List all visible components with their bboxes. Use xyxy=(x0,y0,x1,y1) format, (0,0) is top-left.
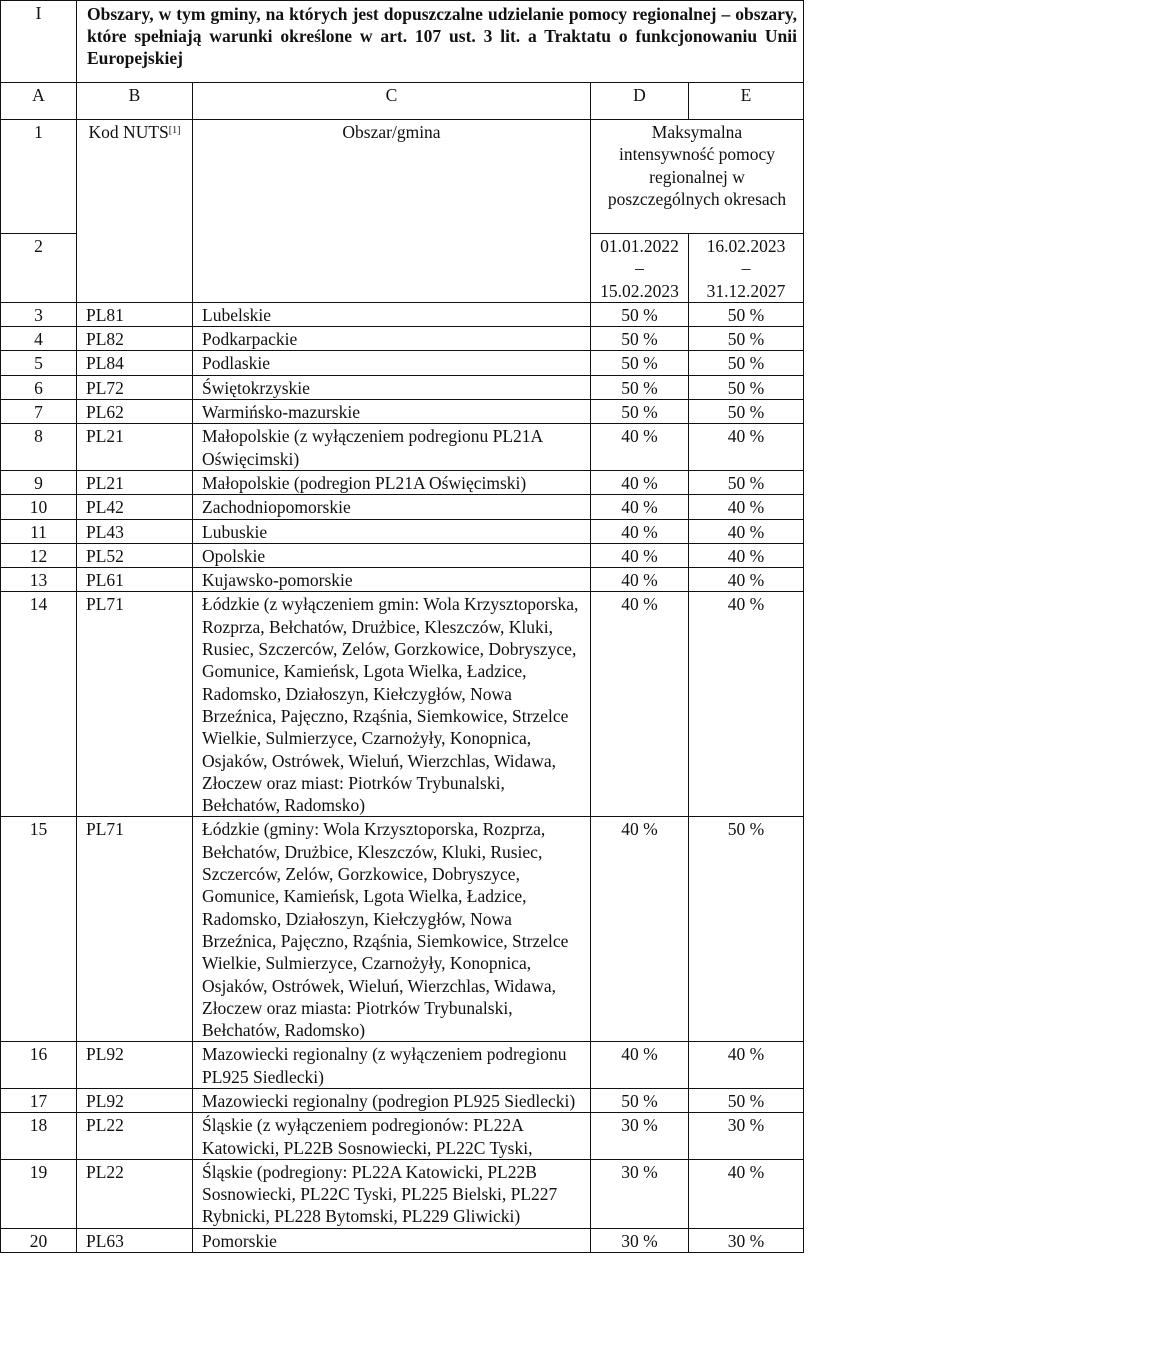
period-d-end: 15.02.2023 xyxy=(600,280,679,301)
row-number: 16 xyxy=(1,1042,77,1089)
header-row-number-1: 1 xyxy=(1,120,77,234)
nuts-code: PL63 xyxy=(77,1228,193,1252)
area-name: Podlaskie xyxy=(193,351,591,375)
area-name: Łódzkie (gminy: Wola Krzysztoporska, Rozprza, Bełchatów, Drużbice, Kleszczów, Kluki, Rusiec, Szczerców, Zelów, Gorzkowice, Dobryszyce, Gomunice, Kamieńsk, Lgota Wielka, Ładzice, Radomsko, Działoszyn, Kiełczygłów, Nowa Brzeźnica, Pajęczno, Rząśnia, Siemkowice, Strzelce Wielkie, Sulmierzyce, Czarnożyły, Konopnica, Osjaków, Ostrówek, Wieluń, Wierzchlas, Widawa, Złoczew oraz miasta: Piotrków Trybunalski, Bełchatów, Radomsko) xyxy=(193,817,591,1042)
row-number: 8 xyxy=(1,424,77,471)
intensity-period-d: 40 % xyxy=(591,424,689,471)
row-number: 11 xyxy=(1,519,77,543)
table-row xyxy=(1,817,804,1042)
section-title: Obszary, w tym gminy, na których jest dopuszczalne udzielanie pomocy regionalnej – obszary, które spełniają warunki określone w art. 107 ust. 3 lit. a Traktatu o funkcjonowaniu Unii Europejskiej xyxy=(77,1,804,83)
intensity-period-d: 30 % xyxy=(591,1159,689,1228)
period-d-start: 01.01.2022 xyxy=(600,236,679,256)
nuts-code: PL72 xyxy=(77,375,193,399)
intensity-period-d: 30 % xyxy=(591,1228,689,1252)
header-intensity: Maksymalna intensywność pomocy regionalnej w poszczególnych okresach xyxy=(591,120,804,234)
intensity-period-d: 50 % xyxy=(591,351,689,375)
intensity-period-e: 50 % xyxy=(689,302,804,326)
area-name: Małopolskie (podregion PL21A Oświęcimski) xyxy=(193,470,591,494)
intensity-period-e: 50 % xyxy=(689,470,804,494)
intensity-period-e: 40 % xyxy=(689,1159,804,1228)
intensity-period-d: 40 % xyxy=(591,470,689,494)
nuts-code: PL42 xyxy=(77,495,193,519)
intensity-period-e: 40 % xyxy=(689,519,804,543)
row-number: 14 xyxy=(1,592,77,817)
area-name: Świętokrzyskie xyxy=(193,375,591,399)
nuts-code: PL84 xyxy=(77,351,193,375)
area-name: Kujawsko-pomorskie xyxy=(193,568,591,592)
header-row-number-2: 2 xyxy=(1,234,77,303)
area-name: Mazowiecki regionalny (podregion PL925 Siedlecki) xyxy=(193,1088,591,1112)
row-number: 10 xyxy=(1,495,77,519)
column-letters-row xyxy=(1,83,804,120)
area-name: Zachodniopomorskie xyxy=(193,495,591,519)
nuts-code: PL62 xyxy=(77,400,193,424)
area-name: Warmińsko-mazurskie xyxy=(193,400,591,424)
footnote-ref: [1] xyxy=(168,125,181,136)
intensity-period-e: 50 % xyxy=(689,375,804,399)
table-row xyxy=(1,1159,804,1228)
row-number: 15 xyxy=(1,817,77,1042)
intensity-period-d: 40 % xyxy=(591,592,689,817)
intensity-period-d: 40 % xyxy=(591,568,689,592)
table-row xyxy=(1,375,804,399)
nuts-code: PL22 xyxy=(77,1159,193,1228)
period-d-dash: – xyxy=(635,258,644,279)
header-code xyxy=(77,120,193,303)
column-letter-e: E xyxy=(689,83,804,120)
nuts-code: PL71 xyxy=(77,592,193,817)
period-e-dash: – xyxy=(741,258,751,279)
section-title-row xyxy=(1,1,804,83)
header-area: Obszar/gmina xyxy=(193,120,591,303)
area-name: Pomorskie xyxy=(193,1228,591,1252)
intensity-period-d: 40 % xyxy=(591,543,689,567)
table-row xyxy=(1,519,804,543)
row-number: 3 xyxy=(1,302,77,326)
table-row xyxy=(1,424,804,471)
intensity-period-d: 50 % xyxy=(591,375,689,399)
table-row xyxy=(1,495,804,519)
nuts-code: PL21 xyxy=(77,424,193,471)
intensity-period-d: 40 % xyxy=(591,495,689,519)
table-row xyxy=(1,1113,804,1160)
table-row xyxy=(1,400,804,424)
area-name: Łódzkie (z wyłączeniem gmin: Wola Krzysztoporska, Rozprza, Bełchatów, Drużbice, Kleszczów, Kluki, Rusiec, Szczerców, Zelów, Gorzkowice, Dobryszyce, Gomunice, Kamieńsk, Lgota Wielka, Ładzice, Radomsko, Działoszyn, Kiełczygłów, Nowa Brzeźnica, Pajęczno, Rząśnia, Siemkowice, Strzelce Wielkie, Sulmierzyce, Czarnożyły, Konopnica, Osjaków, Ostrówek, Wieluń, Wierzchlas, Widawa, Złoczew oraz miast: Piotrków Trybunalski, Bełchatów, Radomsko) xyxy=(193,592,591,817)
area-name: Podkarpackie xyxy=(193,327,591,351)
intensity-period-d: 50 % xyxy=(591,327,689,351)
intensity-period-d: 30 % xyxy=(591,1113,689,1160)
intensity-period-e: 50 % xyxy=(689,351,804,375)
intensity-period-e: 50 % xyxy=(689,817,804,1042)
intensity-period-e: 40 % xyxy=(689,543,804,567)
period-e-start: 16.02.2023 xyxy=(706,236,786,256)
intensity-period-e: 40 % xyxy=(689,592,804,817)
header-row-1 xyxy=(1,120,804,234)
area-name: Śląskie (podregiony: PL22A Katowicki, PL22B Sosnowiecki, PL22C Tyski, PL225 Bielski, PL227 Rybnicki, PL228 Bytomski, PL229 Gliwicki) xyxy=(193,1159,591,1228)
intensity-period-d: 50 % xyxy=(591,400,689,424)
nuts-code: PL22 xyxy=(77,1113,193,1160)
row-number: 18 xyxy=(1,1113,77,1160)
period-e-end: 31.12.2027 xyxy=(706,280,786,301)
intensity-period-e: 50 % xyxy=(689,327,804,351)
nuts-code: PL61 xyxy=(77,568,193,592)
area-name: Lubuskie xyxy=(193,519,591,543)
nuts-code: PL21 xyxy=(77,470,193,494)
intensity-period-e: 30 % xyxy=(689,1113,804,1160)
row-number: 17 xyxy=(1,1088,77,1112)
table-row xyxy=(1,351,804,375)
column-letter-a: A xyxy=(1,83,77,120)
column-letter-d: D xyxy=(591,83,689,120)
table-row xyxy=(1,1228,804,1252)
row-number: 13 xyxy=(1,568,77,592)
nuts-code: PL71 xyxy=(77,817,193,1042)
nuts-code: PL43 xyxy=(77,519,193,543)
table-row xyxy=(1,568,804,592)
area-name: Małopolskie (z wyłączeniem podregionu PL21A Oświęcimski) xyxy=(193,424,591,471)
row-number: 6 xyxy=(1,375,77,399)
row-number: 4 xyxy=(1,327,77,351)
table-row xyxy=(1,470,804,494)
nuts-code: PL92 xyxy=(77,1088,193,1112)
intensity-period-e: 40 % xyxy=(689,568,804,592)
area-name: Mazowiecki regionalny (z wyłączeniem podregionu PL925 Siedlecki) xyxy=(193,1042,591,1089)
row-number: 7 xyxy=(1,400,77,424)
intensity-period-e: 50 % xyxy=(689,400,804,424)
area-name: Śląskie (z wyłączeniem podregionów: PL22A Katowicki, PL22B Sosnowiecki, PL22C Tyski, xyxy=(193,1113,591,1160)
header-code-label: Kod NUTS xyxy=(88,122,169,142)
row-number: 20 xyxy=(1,1228,77,1252)
intensity-period-d: 50 % xyxy=(591,302,689,326)
intensity-period-e: 30 % xyxy=(689,1228,804,1252)
column-letter-c: C xyxy=(193,83,591,120)
row-number: 12 xyxy=(1,543,77,567)
row-number: 9 xyxy=(1,470,77,494)
intensity-period-e: 40 % xyxy=(689,424,804,471)
table-row xyxy=(1,1042,804,1089)
row-number: 19 xyxy=(1,1159,77,1228)
table-row xyxy=(1,302,804,326)
table-row xyxy=(1,543,804,567)
nuts-code: PL92 xyxy=(77,1042,193,1089)
table-row xyxy=(1,327,804,351)
column-letter-b: B xyxy=(77,83,193,120)
period-d xyxy=(591,234,689,303)
intensity-period-e: 50 % xyxy=(689,1088,804,1112)
area-name: Opolskie xyxy=(193,543,591,567)
nuts-code: PL82 xyxy=(77,327,193,351)
intensity-period-e: 40 % xyxy=(689,1042,804,1089)
intensity-period-d: 40 % xyxy=(591,519,689,543)
intensity-period-e: 40 % xyxy=(689,495,804,519)
nuts-code: PL52 xyxy=(77,543,193,567)
intensity-period-d: 50 % xyxy=(591,1088,689,1112)
period-e xyxy=(689,234,804,303)
row-number: 5 xyxy=(1,351,77,375)
table-row xyxy=(1,1088,804,1112)
intensity-period-d: 40 % xyxy=(591,817,689,1042)
area-name: Lubelskie xyxy=(193,302,591,326)
intensity-period-d: 40 % xyxy=(591,1042,689,1089)
table-row xyxy=(1,592,804,817)
section-number: I xyxy=(1,1,77,83)
nuts-code: PL81 xyxy=(77,302,193,326)
